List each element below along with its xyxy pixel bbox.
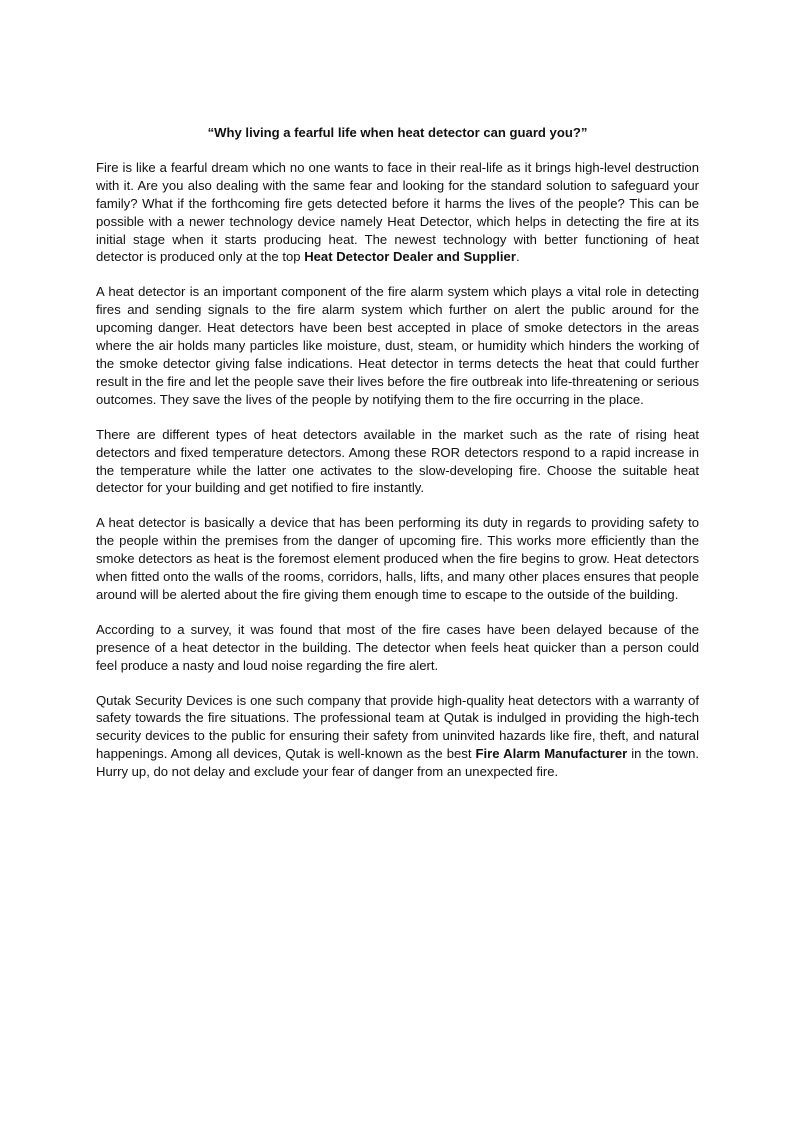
heat-detector-dealer-highlight: Heat Detector Dealer and Supplier <box>304 249 516 265</box>
paragraph-qutak-text: Qutak Security Devices is one such company that provide high-quality heat detectors with a warranty of safety towards the fire situations. The professional team at Qutak is indulged in providing the high-tech security devices to the public for ensuring their safety from uninvited hazards like fire, theft, and natural happenings. Among all devices, Qutak is well-known as the best <box>96 692 699 762</box>
paragraph-intro-text: Fire is like a fearful dream which no one wants to face in their real-life as it brings high-level destruction with it. Are you also dealing with the same fear and looking for the standard solution to safeguard your family? What if the forthcoming fire gets detected before it harms the lives of the people? This can be possible with a newer technology device namely Heat Detector, which helps in detecting the fire at its initial stage when it starts producing heat. The newest technology with better functioning of heat detector is produced only at the top <box>96 159 699 265</box>
paragraph-intro-end: . <box>515 249 520 265</box>
fire-alarm-manufacturer-highlight: Fire Alarm Manufacturer <box>475 746 628 762</box>
document-body <box>96 124 699 798</box>
document-title: “Why living a fearful life when heat detector can guard you?” <box>207 125 588 140</box>
paragraph-component: A heat detector is an important component of the fire alarm system which plays a vital role in detecting fires and sending signals to the fire alarm system which further on alert the public around for the upcoming danger. Heat detectors have been best accepted in place of smoke detectors in the areas where the air holds many particles like moisture, dust, steam, or humidity which hinders the working of the smoke detector giving false indications. Heat detector in terms detects the heat that could further result in the fire and let the people save their lives before the fire outbreak into life-threatening or serious outcomes. They save the lives of the people by notifying them to the fire occurring in the place. <box>96 284 699 407</box>
paragraph-device: A heat detector is basically a device that has been performing its duty in regards to providing safety to the people within the premises from the danger of upcoming fire. This works more efficiently than the smoke detectors as heat is the foremost element produced when the fire begins to grow. Heat detectors when fitted onto the walls of the rooms, corridors, halls, lifts, and many other places ensures that people around will be alerted about the fire giving them enough time to escape to the outside of the building. <box>96 515 699 602</box>
paragraph-types: There are different types of heat detectors available in the market such as the rate of rising heat detectors and fixed temperature detectors. Among these ROR detectors respond to a rapid increase in the temperature while the latter one activates to the slow-developing fire. Choose the suitable heat detector for your building and get notified to fire instantly. <box>96 426 699 496</box>
paragraph-intro <box>96 159 699 266</box>
paragraph-qutak <box>96 692 699 782</box>
paragraph-qutak-end: in the town. Hurry up, do not delay and exclude your fear of danger from an unexpected fire. <box>96 746 699 780</box>
paragraph-survey: According to a survey, it was found that most of the fire cases have been delayed because of the presence of a heat detector in the building. The detector when feels heat quicker than a person could feel produce a nasty and loud noise regarding the fire alert. <box>96 621 699 673</box>
